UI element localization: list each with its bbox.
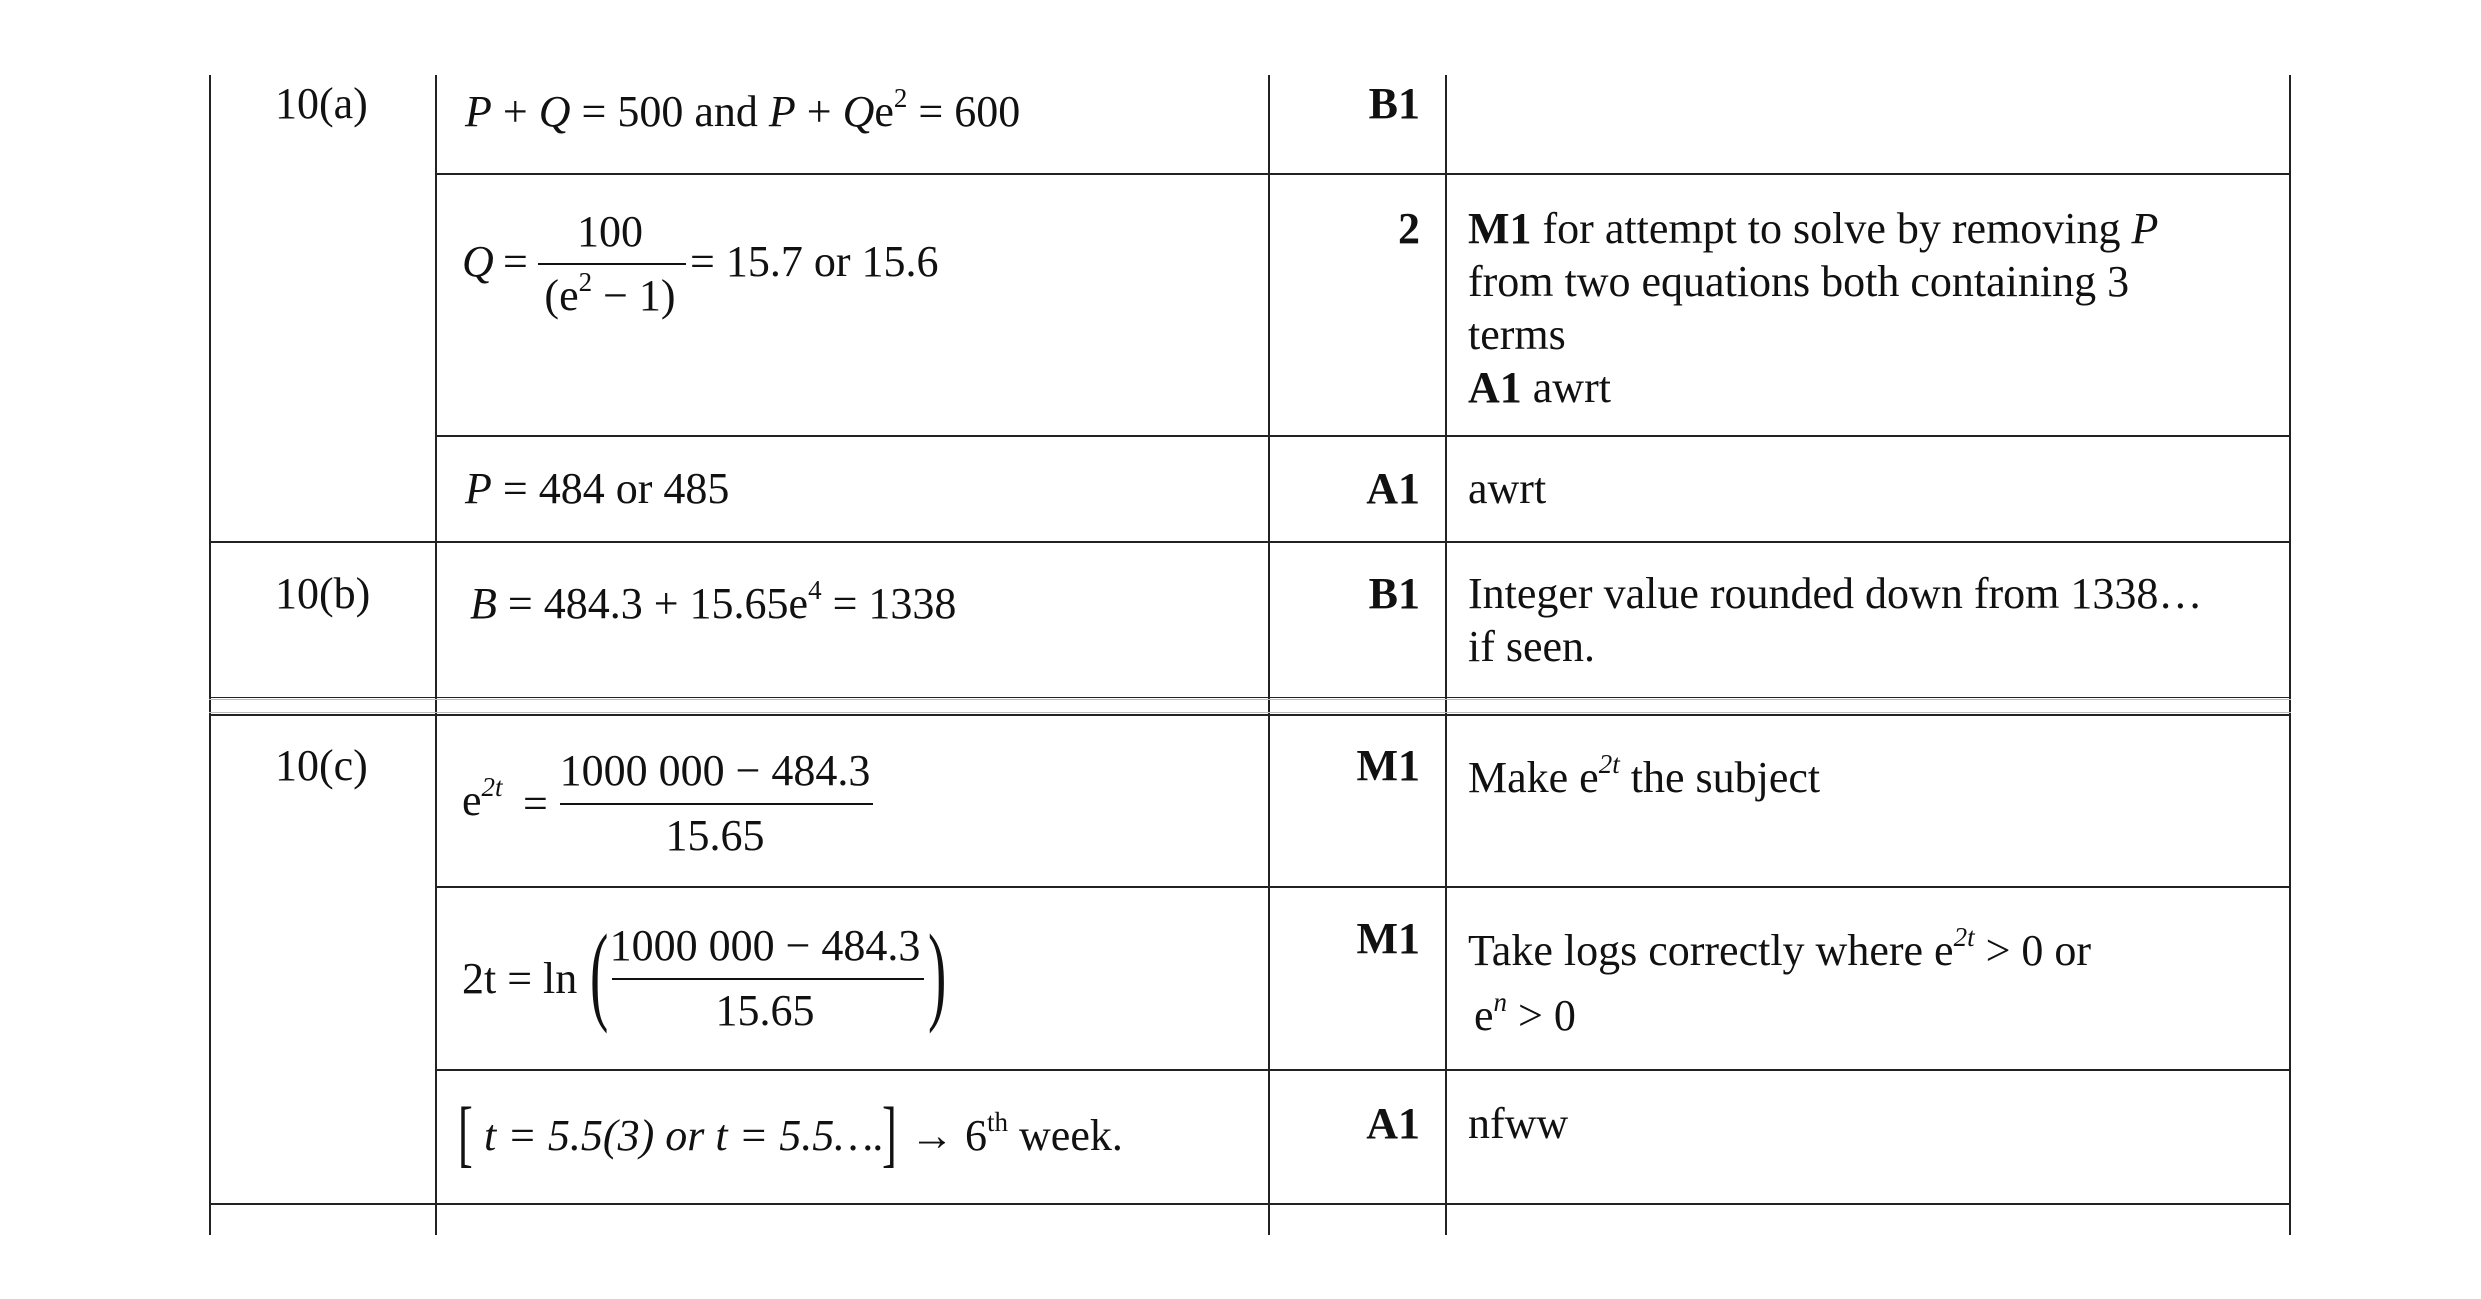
question-number: 10(b) [275,569,371,618]
table-border-left [209,75,211,1235]
guidance-line: M1 for attempt to solve by removing P [1468,204,2159,253]
guidance-line: Take logs correctly where $e^{2t} > 0$ or [1468,922,2092,975]
fraction-denominator: 15.65 [715,986,815,1035]
row-separator [209,697,2291,698]
mark-code: M1 [1356,914,1420,963]
fraction-bar [560,803,873,805]
fraction-denominator: $(e^2 - 1)$ [544,267,676,320]
answer-lhs: Q [462,237,494,286]
answer-rhs: = 15.7 or 15.6 [690,237,939,286]
guidance-text: nfww [1468,1099,1569,1148]
mark-code: 2 [1398,204,1420,253]
table-divider-answer [435,75,437,1235]
table-divider-guidance [1445,75,1447,1235]
answer-expression: P = 484 or 485 [465,464,730,513]
row-separator [209,714,2291,716]
guidance-line: A1 awrt [1468,363,1611,412]
answer-result: → 6th week. [910,1107,1123,1160]
fraction-numerator: 100 [577,207,643,256]
answer-expression: $B = 484.3 + 15.65e^4 = 1338$ [470,575,957,628]
mark-code: A1 [1366,1099,1420,1148]
left-parenthesis: ( [590,912,609,1034]
fraction-numerator: 1000 000 − 484.3 [559,746,871,795]
guidance-line: terms [1468,310,1566,359]
question-number: 10(c) [275,741,368,790]
row-separator [435,886,2291,888]
guidance-text: Make $e^{2t}$ the subject [1468,749,1821,802]
equals-sign: = [503,237,528,286]
mark-code: A1 [1366,464,1420,513]
equals-sign: = [523,779,548,828]
row-separator [209,712,2291,713]
answer-lhs: $e^{2t}$ [462,772,503,825]
table-divider-marks [1268,75,1270,1235]
guidance-line: Integer value rounded down from 1338… [1468,569,2203,618]
mark-code: B1 [1368,569,1420,618]
row-separator [209,699,2291,700]
fraction-denominator: 15.65 [665,811,765,860]
row-separator [435,1069,2291,1071]
guidance-line: $e^n > 0$ [1474,987,1576,1040]
answer-inner: t = 5.5(3) or t = 5.5…. [484,1111,885,1160]
table-border-right [2289,75,2291,1235]
answer-expression: P + Q = 500 and $P + Qe^2 = 600$ [465,83,1021,136]
answer-lhs: 2t = ln [462,954,578,1003]
row-separator [209,1203,2291,1205]
right-parenthesis: ) [928,912,947,1034]
row-separator [209,541,2291,543]
mark-code: B1 [1368,79,1420,128]
fraction-bar [612,978,924,980]
mark-code: M1 [1356,741,1420,790]
guidance-text: awrt [1468,464,1547,513]
question-number: 10(a) [275,79,368,128]
guidance-line: if seen. [1468,622,1596,671]
fraction-numerator: 1000 000 − 484.3 [609,921,921,970]
left-bracket: [ [458,1093,473,1175]
guidance-line: from two equations both containing 3 [1468,257,2130,306]
fraction-bar [538,263,686,265]
row-separator [435,173,2291,175]
row-separator [435,435,2291,437]
right-bracket: ] [882,1093,897,1175]
